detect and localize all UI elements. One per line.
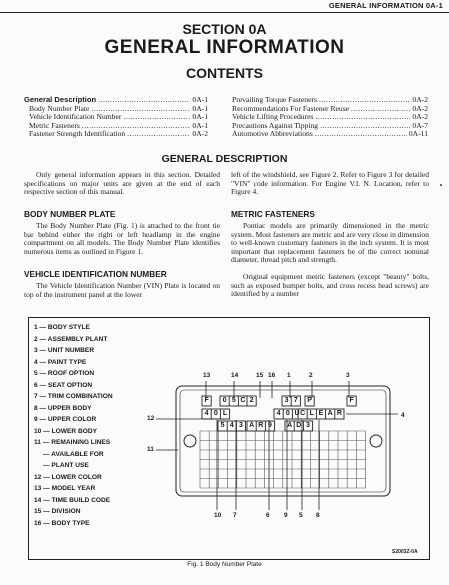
- legend-item: 3 — UNIT NUMBER: [34, 347, 95, 354]
- legend-item: 7 — TRIM COMBINATION: [34, 393, 113, 400]
- plate-character: 5: [220, 422, 225, 429]
- figure-code: S2003Z-0A: [392, 549, 418, 555]
- plate-mounting-hole-right: [370, 435, 382, 447]
- callout-leaders: [156, 381, 398, 510]
- legend-item: 9 — UPPER COLOR: [34, 416, 97, 423]
- plate-character: A: [287, 422, 293, 429]
- toc-entry[interactable]: Body Number Plate ..... 0A-1: [24, 105, 208, 114]
- plate-character: C: [300, 410, 306, 417]
- callout-number: 3: [346, 372, 350, 379]
- toc-entry[interactable]: Automotive Abbreviations ..... 0A-11: [232, 130, 428, 139]
- legend-item: 12 — LOWER COLOR: [34, 473, 102, 481]
- page-title: GENERAL INFORMATION: [104, 37, 345, 58]
- legend-item: — PLANT USE: [43, 462, 89, 469]
- plate-grid: [200, 431, 366, 488]
- legend-item: 16 — BODY TYPE: [34, 519, 90, 527]
- legend-item: 15 — DIVISION: [34, 508, 81, 515]
- callout-number: 10: [214, 512, 222, 519]
- callout-number: 13: [203, 372, 211, 379]
- plate-character: F: [349, 397, 354, 404]
- callout-number: 7: [233, 512, 237, 519]
- plate-character: 3: [239, 422, 243, 429]
- running-head: GENERAL INFORMATION 0A-1: [328, 1, 443, 10]
- toc-entry[interactable]: General Description ..... 0A-1: [24, 96, 208, 105]
- figure-caption: Fig. 1 Body Number Plate: [187, 561, 262, 568]
- plate-character: 7: [293, 397, 298, 404]
- toc-entry[interactable]: Fastener Strength Identification ..... 0A-2: [24, 130, 208, 139]
- right-intro-paragraph: left of the windshield, see Figure 2. Refer to Figure 3 for detailed "VIN" code information. For Engine V.I. N. Location, refer to Figure 4.: [231, 170, 429, 196]
- plate-character: 0: [213, 410, 218, 417]
- legend-item: 2 — ASSEMBLY PLANT: [34, 335, 108, 343]
- metric-paragraph-2: Original equipment metric fasteners (except "beauty" bolts, such as exposed bumper bolts, and cross recess head screws) are identified by a number: [231, 272, 429, 298]
- toc-entry[interactable]: Vehicle Lifting Procedures ..... 0A-2: [232, 113, 428, 122]
- callout-number: 5: [299, 512, 303, 519]
- legend-item: 13 — MODEL YEAR: [34, 485, 96, 492]
- legend-item: 8 — UPPER BODY: [34, 404, 92, 412]
- callout-number: 8: [316, 512, 320, 519]
- plate-character: 4: [229, 422, 234, 429]
- callout-number: 6: [266, 512, 270, 519]
- intro-paragraph: Only general information appears in this section. Detailed specifications on major units are given at the end of each respective section of this manual.: [24, 170, 220, 196]
- callout-number: 1: [287, 372, 291, 379]
- plate-character: C: [240, 397, 246, 404]
- vin-heading: VEHICLE IDENTIFICATION NUMBER: [24, 269, 167, 279]
- callout-number: 12: [147, 415, 155, 422]
- legend-item: 5 — ROOF OPTION: [34, 370, 95, 377]
- plate-character: U: [294, 410, 300, 417]
- plate-character: P: [307, 397, 312, 404]
- plate-character: 2: [249, 397, 254, 404]
- plate-character: R: [258, 422, 264, 429]
- body-number-plate-paragraph: The Body Number Plate (Fig. 1) is attached to the front tie bar behind either the right or left headlamp in the engine compartment on all models. The Body Number Plate identifies numerous items as outlined in Figure 1.: [24, 221, 220, 256]
- metric-fasteners-heading: METRIC FASTENERS: [231, 209, 315, 219]
- callout-number: 9: [284, 512, 288, 519]
- plate-character: 0: [222, 397, 227, 404]
- legend-item: 14 — TIME BUILD CODE: [34, 496, 111, 504]
- plate-character: F: [204, 397, 209, 404]
- general-description-heading: GENERAL DESCRIPTION: [161, 153, 288, 165]
- plate-character: 5: [231, 397, 236, 404]
- callout-number: 11: [147, 446, 154, 453]
- legend-item: 11 — REMAINING LINES: [34, 439, 111, 446]
- callout-number: 14: [231, 372, 239, 379]
- legend-item: 1 — BODY STYLE: [34, 324, 90, 331]
- callout-number: 16: [268, 372, 276, 379]
- toc-entry[interactable]: Metric Fasteners ..... 0A-1: [24, 122, 208, 131]
- legend-item: 6 — SEAT OPTION: [34, 381, 93, 389]
- callout-number: 15: [256, 372, 264, 379]
- plate-character: 3: [284, 397, 289, 404]
- plate-character: E: [318, 410, 324, 417]
- plate-character: L: [222, 410, 228, 417]
- plate-character: 9: [268, 422, 272, 429]
- plate-character: R: [336, 410, 342, 417]
- legend-item: — AVAILABLE FOR: [43, 450, 104, 458]
- toc-entry[interactable]: Vehicle Identification Number ..... 0A-1: [24, 113, 208, 122]
- plate-mounting-hole-left: [184, 435, 196, 447]
- body-number-plate-heading: BODY NUMBER PLATE: [24, 209, 116, 219]
- plate-character: 4: [276, 410, 281, 417]
- plate-character: A: [249, 422, 255, 429]
- metric-paragraph-1: Pontiac models are primarily dimensioned in the metric system. Most fasteners are metric and are very close in dimension to well-known customary fasteners in the inch system. It is most important that replacement fasteners be of the correct nominal diameter, thread pitch and strength.: [231, 221, 429, 264]
- toc-entry[interactable]: Precautions Against Tipping ..... 0A-7: [232, 122, 428, 131]
- vin-paragraph: The Vehicle Identification Number (VIN) Plate is located on top of the instrument panel at the lower: [24, 281, 220, 299]
- contents-heading: CONTENTS: [186, 65, 263, 81]
- plate-character: 3: [306, 422, 310, 429]
- plate-character: 0: [285, 410, 290, 417]
- section-number: SECTION 0A: [182, 21, 267, 37]
- legend-item: 4 — PAINT TYPE: [34, 358, 87, 366]
- callout-number: 2: [309, 372, 313, 379]
- callout-number: 4: [401, 412, 405, 419]
- plate-character: L: [309, 410, 314, 417]
- legend-item: 10 — LOWER BODY: [34, 427, 98, 435]
- plate-character: A: [327, 410, 333, 417]
- plate-character: D: [296, 422, 302, 429]
- toc-entry[interactable]: Recommendations For Fastener Reuse ..... 0A-2: [232, 105, 428, 114]
- toc-entry[interactable]: Prevailing Torque Fasteners ..... 0A-2: [232, 96, 428, 105]
- plate-character: 4: [204, 410, 209, 417]
